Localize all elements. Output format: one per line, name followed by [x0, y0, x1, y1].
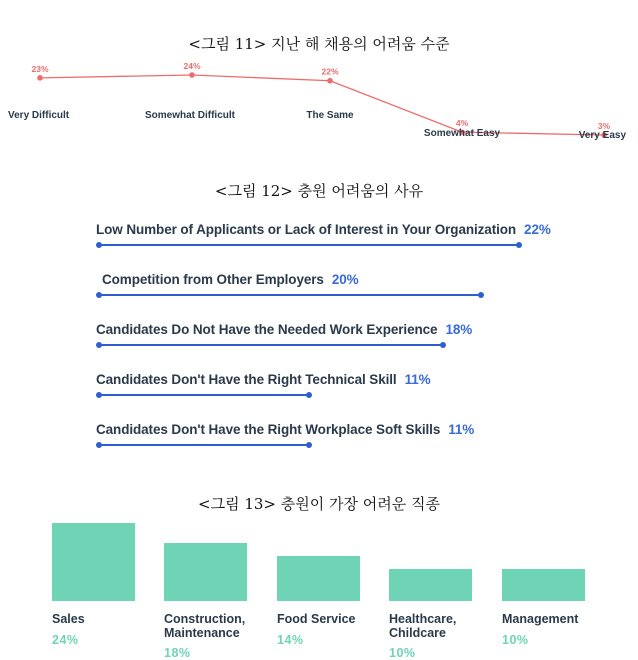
data-label: 24%: [52, 633, 79, 647]
bar-mark: [99, 244, 519, 246]
column-bar: [52, 523, 135, 601]
bar-start-dot: [96, 392, 102, 398]
data-label: 3%: [597, 121, 611, 131]
category-label: Very Easy: [578, 130, 626, 141]
category-label: The Same: [306, 110, 354, 121]
data-label: 18%: [445, 322, 473, 337]
category-label: Very Difficult: [8, 110, 70, 121]
category-label: Candidates Do Not Have the Needed Work Experience: [96, 322, 438, 337]
data-label: 22%: [524, 222, 551, 237]
bar-mark: [99, 444, 309, 446]
data-label: 24%: [183, 61, 201, 71]
bar-label: [96, 422, 474, 437]
category-label: Construction, Maintenance: [164, 612, 246, 640]
line-series: [40, 75, 604, 135]
data-label: 22%: [321, 66, 339, 77]
category-label: Competition from Other Employers: [102, 272, 324, 287]
data-label: 23%: [31, 63, 49, 74]
column-bar: [389, 569, 472, 602]
line-chart: [0, 60, 638, 160]
bar-item: [0, 422, 638, 472]
bar-start-dot: [96, 292, 102, 298]
category-label: Candidates Don't Have the Right Workplace Soft Skills: [96, 422, 441, 437]
category-label: Food Service: [277, 612, 356, 626]
column-bar: [502, 569, 585, 602]
data-label: 14%: [277, 633, 304, 647]
bar-label: [102, 272, 359, 287]
figure-12-title: <그림 12> 충원 어려움의 사유: [214, 182, 424, 200]
category-label: Somewhat Difficult: [144, 110, 236, 121]
bar-end-dot: [516, 242, 522, 248]
bar-label: [96, 372, 431, 387]
bar-item: [0, 322, 638, 372]
bar-item: [0, 222, 638, 272]
bar-start-dot: [96, 242, 102, 248]
data-label: 10%: [502, 633, 529, 647]
category-label: Management: [502, 612, 579, 626]
bar-mark: [99, 344, 443, 346]
figure-11-title: <그림 11> 지난 해 채용의 어려움 수준: [188, 35, 450, 53]
data-label: 10%: [389, 646, 416, 660]
data-label: 4%: [455, 118, 469, 129]
category-label: Somewhat Easy: [423, 128, 501, 139]
line-point: [189, 72, 195, 78]
bar-mark: [99, 394, 309, 396]
column-bar: [277, 556, 360, 602]
bar-end-dot: [306, 442, 312, 448]
data-label: 18%: [164, 646, 191, 660]
bar-end-dot: [306, 392, 312, 398]
bar-start-dot: [96, 442, 102, 448]
bar-end-dot: [440, 342, 446, 348]
bar-label: [96, 322, 472, 337]
data-label: 11%: [448, 422, 475, 437]
category-label: Healthcare, Childcare: [389, 612, 457, 640]
column-bar: [164, 543, 247, 602]
bar-mark: [99, 294, 481, 296]
line-point: [327, 78, 333, 84]
bar-start-dot: [96, 342, 102, 348]
category-label: Candidates Don't Have the Right Technical Skill: [96, 372, 397, 387]
figure-13-title: <그림 13> 충원이 가장 어려운 직종: [198, 495, 440, 513]
bar-end-dot: [478, 292, 484, 298]
category-label: Sales: [52, 612, 85, 626]
data-label: 11%: [404, 372, 431, 387]
line-point: [37, 75, 43, 81]
data-label: 20%: [331, 272, 359, 287]
bar-label: [96, 222, 551, 237]
bar-item: [0, 272, 638, 322]
category-label: Low Number of Applicants or Lack of Interest in Your Organization: [96, 222, 517, 237]
bar-item: [0, 372, 638, 422]
